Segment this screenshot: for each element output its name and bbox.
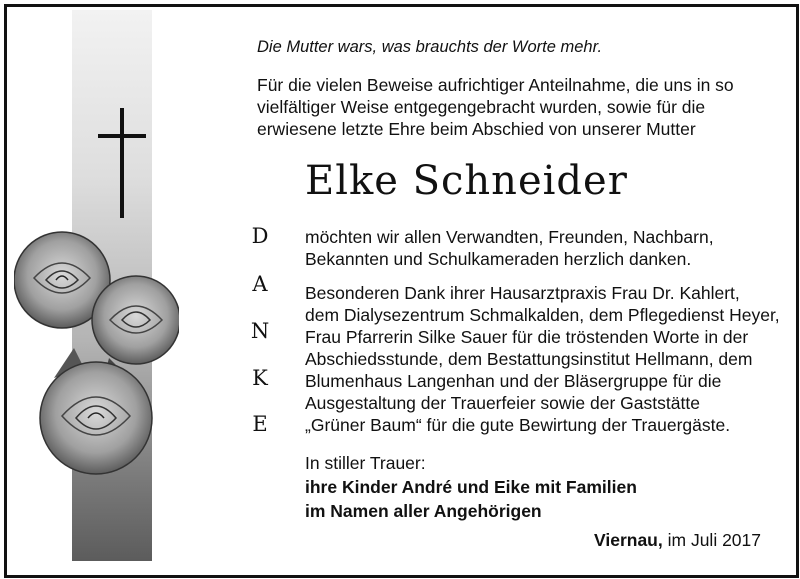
paragraph-line: dem Dialysezentrum Schmalkalden, dem Pflegedienst Heyer, [305, 305, 780, 325]
motto: Die Mutter wars, was brauchts der Worte mehr. [257, 38, 603, 56]
paragraph-line: Abschiedsstunde, dem Bestattungsinstitut Hellmann, dem [305, 349, 753, 369]
paragraph-line: Blumenhaus Langenhan und der Bläsergruppe für die [305, 371, 722, 391]
danke-letter-e: E [252, 412, 268, 436]
intro-line: erwiesene letzte Ehre beim Abschied von unserer Mutter [257, 119, 696, 139]
paragraph-line: möchten wir allen Verwandten, Freunden, Nachbarn, [305, 227, 714, 247]
danke-letter-a: A [252, 272, 268, 296]
paragraph-line: „Grüner Baum“ für die gute Bewirtung der Trauergäste. [305, 415, 731, 435]
date: im Juli 2017 [667, 530, 762, 550]
mourners-line-2: im Namen aller Angehörigen [305, 501, 542, 521]
intro-text [257, 74, 777, 140]
mourning-label: In stiller Trauer: [305, 453, 426, 473]
paragraph-line: Bekannten und Schulkameraden herzlich danken. [305, 249, 692, 269]
thanks-paragraph-1 [305, 226, 785, 270]
paragraph-line: Besonderen Dank ihrer Hausarztpraxis Frau Dr. Kahlert, [305, 283, 740, 303]
danke-letter-k: K [252, 366, 268, 390]
mourners-line-1: ihre Kinder André und Eike mit Familien [305, 477, 637, 497]
paragraph-line: Frau Pfarrerin Silke Sauer für die tröstenden Worte in der [305, 327, 749, 347]
roses-image [14, 228, 179, 483]
intro-line: vielfältiger Weise entgegengebracht wurden, sowie für die [257, 97, 706, 117]
intro-line: Für die vielen Beweise aufrichtiger Anteilnahme, die uns in so [257, 75, 734, 95]
paragraph-line: Ausgestaltung der Trauerfeier sowie der Gaststätte [305, 393, 700, 413]
deceased-name: Elke Schneider [305, 158, 628, 204]
place-date [594, 530, 761, 551]
cross-icon [98, 108, 148, 218]
thanks-paragraph-2 [305, 282, 785, 436]
place: Viernau, [594, 530, 663, 550]
danke-letter-d: D [251, 224, 269, 248]
danke-letter-n: N [250, 319, 270, 343]
